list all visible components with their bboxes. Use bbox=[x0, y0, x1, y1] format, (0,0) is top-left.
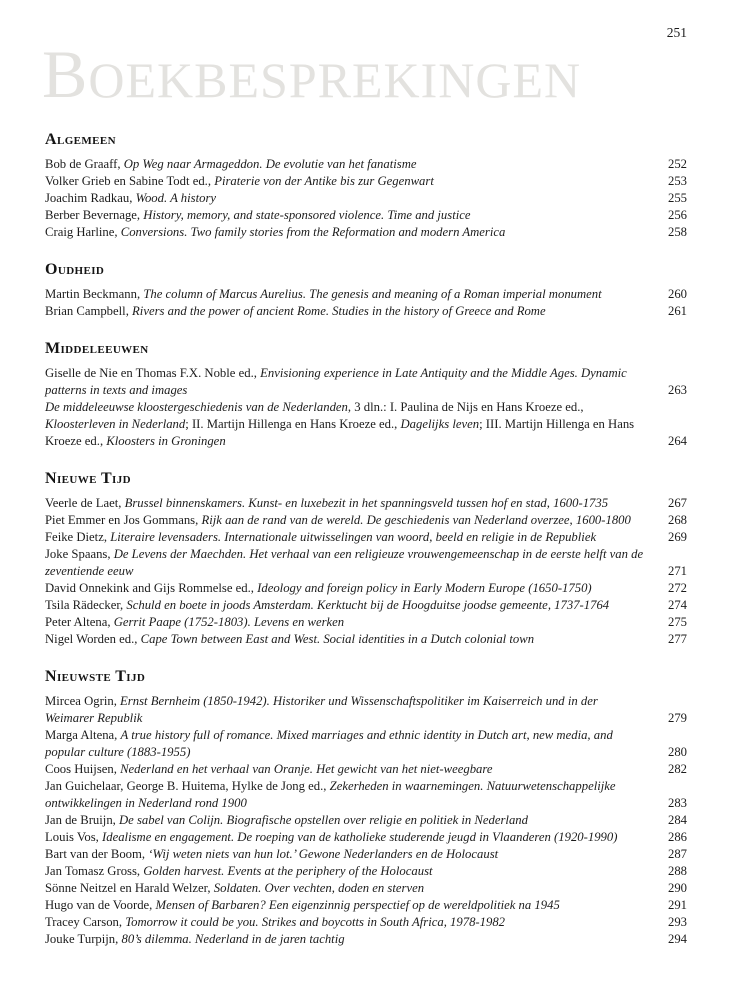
toc-entry bbox=[45, 761, 687, 778]
section-algemeen bbox=[45, 130, 687, 241]
entry-author: Piet Emmer en Jos Gommans, bbox=[45, 513, 202, 527]
entry-text bbox=[45, 207, 657, 224]
entry-title: Rijk aan de rand van de wereld. De geschiedenis van Nederland overzee, 1600-1800 bbox=[201, 513, 631, 527]
entry-author: Louis Vos, bbox=[45, 830, 102, 844]
entry-page-number: 252 bbox=[667, 157, 687, 171]
entry-title: 80’s dilemma. Nederland in de jaren tachtig bbox=[121, 932, 345, 946]
entry-author: Hugo van de Voorde, bbox=[45, 898, 156, 912]
entry-page-number: 277 bbox=[667, 632, 687, 646]
entry-text bbox=[45, 286, 657, 303]
entry-text bbox=[45, 303, 657, 320]
entry-author: Joke Spaans, bbox=[45, 547, 114, 561]
toc-entry bbox=[45, 512, 687, 529]
toc-entry bbox=[45, 546, 687, 580]
entry-author: Coos Huijsen, bbox=[45, 762, 121, 776]
entry-title: Kloosters in Groningen bbox=[106, 434, 226, 448]
entry-author: Jan Guichelaar, George B. Huitema, Hylke de Jong ed., bbox=[45, 779, 330, 793]
entry-author: , 3 dln.: I. Paulina de Nijs en Hans Kroeze ed., bbox=[347, 400, 584, 414]
sections-container bbox=[45, 130, 687, 948]
toc-entry bbox=[45, 863, 687, 880]
section-heading: Algemeen bbox=[45, 131, 116, 148]
entry-text bbox=[45, 778, 657, 812]
entry-page-number: 274 bbox=[667, 598, 687, 612]
entry-page-number: 283 bbox=[667, 796, 687, 810]
entry-title: Literaire levensaders. Internationale uitwisselingen van woord, beeld en religie in de Republiek bbox=[110, 530, 597, 544]
entry-text bbox=[45, 880, 657, 897]
toc-entry bbox=[45, 914, 687, 931]
entry-author: Joachim Radkau, bbox=[45, 191, 136, 205]
entry-title: Mensen of Barbaren? Een eigenzinnig perspectief op de wereldpolitiek na 1945 bbox=[155, 898, 560, 912]
entry-text bbox=[45, 812, 657, 829]
toc-entry bbox=[45, 495, 687, 512]
entry-title: Piraterie von der Antike bis zur Gegenwart bbox=[214, 174, 434, 188]
entry-author: Mircea Ogrin, bbox=[45, 694, 121, 708]
entry-text bbox=[45, 546, 657, 580]
entry-title: Nederland en het verhaal van Oranje. Het gewicht van het niet-weegbare bbox=[120, 762, 493, 776]
entry-page-number: 256 bbox=[667, 208, 687, 222]
entry-author: Bart van der Boom, bbox=[45, 847, 149, 861]
toc-entry bbox=[45, 286, 687, 303]
toc-entry bbox=[45, 190, 687, 207]
entry-author: Berber Bevernage, bbox=[45, 208, 144, 222]
entry-author: Tsila Rädecker, bbox=[45, 598, 127, 612]
section-nieuwe-tijd bbox=[45, 469, 687, 648]
toc-entry bbox=[45, 812, 687, 829]
entry-text bbox=[45, 631, 657, 648]
entry-title: Golden harvest. Events at the periphery of the Holocaust bbox=[143, 864, 433, 878]
entry-title: Gerrit Paape (1752-1803). Levens en werken bbox=[113, 615, 345, 629]
entry-page-number: 260 bbox=[667, 287, 687, 301]
entry-title: Ideology and foreign policy in Early Modern Europe (1650-1750) bbox=[257, 581, 592, 595]
entry-author: ; II. Martijn Hillenga en Hans Kroeze ed., bbox=[185, 417, 401, 431]
entry-author: ; III. Martijn Hillenga en Hans Kroeze ed., bbox=[45, 417, 635, 448]
toc-entry bbox=[45, 529, 687, 546]
entry-page-number: 268 bbox=[667, 513, 687, 527]
entry-page-number: 264 bbox=[667, 434, 687, 448]
toc-entry bbox=[45, 829, 687, 846]
entry-author: Veerle de Laet, bbox=[45, 496, 125, 510]
entry-text bbox=[45, 173, 657, 190]
section-heading: Nieuwste Tijd bbox=[45, 668, 146, 685]
entry-text bbox=[45, 495, 657, 512]
entry-author: Nigel Worden ed., bbox=[45, 632, 141, 646]
section-nieuwste-tijd bbox=[45, 667, 687, 948]
entry-author: Martin Beckmann, bbox=[45, 287, 144, 301]
entry-title: Envisioning experience in Late Antiquity and the Middle Ages. Dynamic patterns in texts and images bbox=[45, 366, 627, 397]
entry-page-number: 291 bbox=[667, 898, 687, 912]
section-heading: Oudheid bbox=[45, 261, 105, 278]
toc-entry bbox=[45, 207, 687, 224]
section-heading: Middeleeuwen bbox=[45, 340, 149, 357]
toc-entry bbox=[45, 156, 687, 173]
toc-entry bbox=[45, 399, 687, 450]
page-title: BOEKBESPREKINGEN bbox=[42, 36, 582, 112]
toc-entry bbox=[45, 880, 687, 897]
entry-text bbox=[45, 931, 657, 948]
entry-author: Marga Altena, bbox=[45, 728, 121, 742]
entry-author: Feike Dietz, bbox=[45, 530, 111, 544]
entry-page-number: 287 bbox=[667, 847, 687, 861]
entry-page-number: 261 bbox=[667, 304, 687, 318]
entry-title: De Levens der Maechden. Het verhaal van een religieuze vrouwengemeenschap in de eerste helft van de zeventiende eeuw bbox=[45, 547, 644, 578]
entry-page-number: 294 bbox=[667, 932, 687, 946]
toc-entry bbox=[45, 897, 687, 914]
entry-page-number: 288 bbox=[667, 864, 687, 878]
toc-entry bbox=[45, 580, 687, 597]
entry-page-number: 279 bbox=[667, 711, 687, 725]
entry-text bbox=[45, 727, 657, 761]
toc-entry bbox=[45, 846, 687, 863]
entry-title: De middeleeuwse kloostergeschiedenis van de Nederlanden bbox=[45, 400, 348, 414]
entry-text bbox=[45, 693, 657, 727]
entry-text bbox=[45, 846, 657, 863]
entry-title: De sabel van Colijn. Biografische opstellen over religie en politiek in Nederland bbox=[119, 813, 528, 827]
entry-title: Wood. A history bbox=[135, 191, 217, 205]
toc-entry bbox=[45, 727, 687, 761]
entry-page-number: 275 bbox=[667, 615, 687, 629]
section-oudheid bbox=[45, 260, 687, 320]
toc-entry bbox=[45, 614, 687, 631]
entry-author: Jan de Bruijn, bbox=[45, 813, 120, 827]
entry-text bbox=[45, 914, 657, 931]
toc-entry bbox=[45, 173, 687, 190]
entry-text bbox=[45, 399, 657, 450]
entry-title: ‘Wij weten niets van hun lot.’ Gewone Nederlanders en de Holocaust bbox=[148, 847, 499, 861]
entry-title: The column of Marcus Aurelius. The genesis and meaning of a Roman imperial monument bbox=[143, 287, 602, 301]
toc-entry bbox=[45, 303, 687, 320]
entry-title: Soldaten. Over vechten, doden en sterven bbox=[213, 881, 425, 895]
entry-title: Conversions. Two family stories from the Reformation and modern America bbox=[120, 225, 506, 239]
entry-page-number: 280 bbox=[667, 745, 687, 759]
entry-text bbox=[45, 580, 657, 597]
entry-page-number: 253 bbox=[667, 174, 687, 188]
entry-title: Cape Town between East and West. Social identities in a Dutch colonial town bbox=[140, 632, 535, 646]
section-middeleeuwen bbox=[45, 339, 687, 450]
toc-entry bbox=[45, 365, 687, 399]
entry-text bbox=[45, 863, 657, 880]
entry-text bbox=[45, 614, 657, 631]
toc-entry bbox=[45, 597, 687, 614]
entry-text bbox=[45, 512, 657, 529]
entry-page-number: 272 bbox=[667, 581, 687, 595]
entry-author: Craig Harline, bbox=[45, 225, 121, 239]
entry-author: Giselle de Nie en Thomas F.X. Noble ed., bbox=[45, 366, 261, 380]
entry-page-number: 263 bbox=[667, 383, 687, 397]
page-number: 251 bbox=[666, 25, 687, 40]
entry-title: History, memory, and state-sponsored violence. Time and justice bbox=[143, 208, 471, 222]
entry-title: Schuld en boete in joods Amsterdam. Kerktucht bij de Hoogduitse joodse gemeente, 1737-1764 bbox=[126, 598, 610, 612]
entry-page-number: 290 bbox=[667, 881, 687, 895]
entry-page-number: 284 bbox=[667, 813, 687, 827]
entry-text bbox=[45, 529, 657, 546]
entry-text bbox=[45, 365, 657, 399]
entry-page-number: 258 bbox=[667, 225, 687, 239]
entry-title: Kloosterleven in Nederland bbox=[45, 417, 186, 431]
entry-page-number: 269 bbox=[667, 530, 687, 544]
entry-author: Brian Campbell, bbox=[45, 304, 133, 318]
entry-title: Tomorrow it could be you. Strikes and boycotts in South Africa, 1978-1982 bbox=[125, 915, 506, 929]
entry-title: Op Weg naar Armageddon. De evolutie van het fanatisme bbox=[123, 157, 417, 171]
entry-text bbox=[45, 761, 657, 778]
toc-entry bbox=[45, 693, 687, 727]
entry-text bbox=[45, 224, 657, 241]
entry-author: Jan Tomasz Gross, bbox=[45, 864, 144, 878]
toc-entry bbox=[45, 631, 687, 648]
entry-author: Volker Grieb en Sabine Todt ed., bbox=[45, 174, 215, 188]
entry-title: Dagelijks leven bbox=[400, 417, 480, 431]
entry-author: Sönne Neitzel en Harald Welzer, bbox=[45, 881, 214, 895]
entry-page-number: 293 bbox=[667, 915, 687, 929]
entry-author: David Onnekink and Gijs Rommelse ed., bbox=[45, 581, 258, 595]
entry-author: Bob de Graaff, bbox=[45, 157, 124, 171]
entry-text bbox=[45, 156, 657, 173]
entry-title: A true history full of romance. Mixed marriages and ethnic identity in Dutch art, new media, and popular culture (1883-1955) bbox=[45, 728, 613, 759]
toc-entry bbox=[45, 778, 687, 812]
entry-page-number: 255 bbox=[667, 191, 687, 205]
entry-title: Brussel binnenskamers. Kunst- en luxebezit in het spanningsveld tussen hof en stad, 1600-1735 bbox=[124, 496, 609, 510]
entry-text bbox=[45, 597, 657, 614]
toc-entry bbox=[45, 931, 687, 948]
entry-text bbox=[45, 829, 657, 846]
entry-title: Zekerheden in waarnemingen. Natuurwetenschappelijke ontwikkelingen in Nederland rond 1900 bbox=[45, 779, 616, 810]
entry-text bbox=[45, 897, 657, 914]
entry-author: Peter Altena, bbox=[45, 615, 114, 629]
entry-author: Tracey Carson, bbox=[45, 915, 126, 929]
entry-page-number: 271 bbox=[667, 564, 687, 578]
entry-title: Rivers and the power of ancient Rome. Studies in the history of Greece and Rome bbox=[132, 304, 546, 318]
section-heading: Nieuwe Tijd bbox=[45, 470, 131, 487]
toc-entry bbox=[45, 224, 687, 241]
entry-text bbox=[45, 190, 657, 207]
entry-page-number: 282 bbox=[667, 762, 687, 776]
entry-title: Ernst Bernheim (1850-1942). Historiker und Wissenschaftspolitiker im Kaiserreich und in der Weimarer Republik bbox=[45, 694, 598, 725]
entry-author: Jouke Turpijn, bbox=[45, 932, 122, 946]
entry-page-number: 286 bbox=[667, 830, 687, 844]
entry-page-number: 267 bbox=[667, 496, 687, 510]
entry-title: Idealisme en engagement. De roeping van de katholieke studerende jeugd in Vlaanderen (1920-1990) bbox=[102, 830, 618, 844]
